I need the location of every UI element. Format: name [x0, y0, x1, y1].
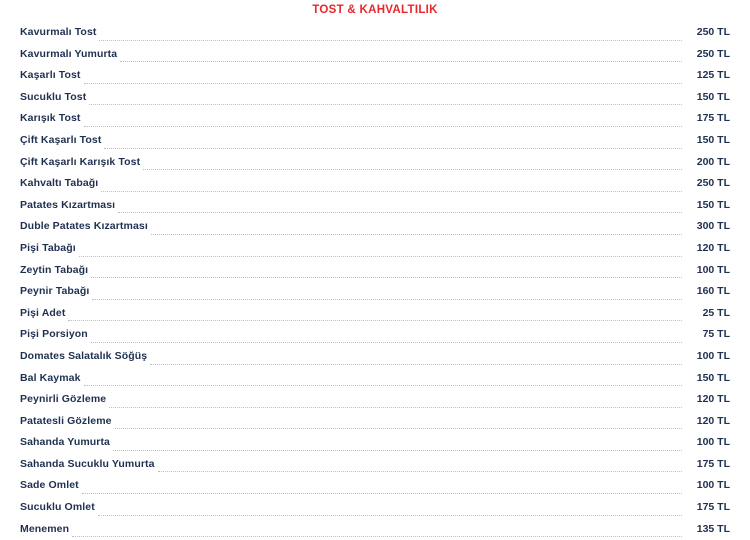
dot-leader: [84, 384, 682, 386]
menu-item-name: Kavurmalı Tost: [20, 26, 97, 38]
dot-leader: [113, 449, 682, 451]
menu-item-name: Karışık Tost: [20, 112, 81, 125]
menu-item-row: [20, 389, 730, 411]
menu-item-price: 120 TL: [696, 414, 730, 427]
menu-item-price: 25 TL: [702, 306, 730, 319]
menu-item-row: [20, 346, 730, 368]
menu-item-row: [20, 324, 730, 346]
dot-leader: [68, 319, 682, 321]
menu-item-name: Kahvaltı Tabağı: [20, 177, 99, 190]
menu-item-name: Pişi Adet: [20, 306, 66, 319]
dot-leader: [101, 190, 682, 192]
menu-item-price: 100 TL: [696, 349, 730, 362]
menu-item-price: 120 TL: [696, 393, 730, 406]
menu-item-price: 300 TL: [696, 220, 730, 233]
menu-item-row: [20, 238, 730, 260]
menu-item-name: Kavurmalı Yumurta: [20, 47, 118, 60]
dot-leader: [115, 427, 682, 429]
menu-item-price: 175 TL: [696, 112, 730, 125]
menu-item-price: 75 TL: [702, 328, 730, 341]
dot-leader: [99, 39, 682, 41]
menu-item-name: Patates Kızartması: [20, 198, 116, 211]
menu-item-price: 150 TL: [696, 371, 730, 384]
menu-item-name: Peynirli Gözleme: [20, 393, 107, 406]
menu-item-price: 250 TL: [696, 177, 730, 190]
dot-leader: [118, 211, 682, 213]
dot-leader: [158, 470, 682, 472]
dot-leader: [120, 60, 682, 62]
menu-item-name: Sade Omlet: [20, 479, 79, 492]
menu-item-row: [20, 368, 730, 390]
menu-item-name: Çift Kaşarlı Karışık Tost: [20, 155, 141, 168]
dot-leader: [84, 125, 682, 127]
menu-item-price: 150 TL: [696, 90, 730, 103]
menu-item-row: [20, 497, 730, 519]
menu-item-price: 100 TL: [696, 436, 730, 449]
menu-item-row: [20, 44, 730, 66]
menu-item-name: Pişi Tabağı: [20, 241, 76, 254]
dot-leader: [91, 341, 682, 343]
menu-item-row: [20, 303, 730, 325]
dot-leader: [151, 233, 682, 235]
menu-item-row: [20, 65, 730, 87]
menu-item-row: [20, 173, 730, 195]
menu-item-row: [20, 454, 730, 476]
section-title: TOST & KAHVALTILIK: [312, 4, 438, 16]
menu-item-name: Menemen: [20, 522, 70, 535]
menu-item-name: Duble Patates Kızartması: [20, 220, 148, 233]
menu-item-price: 120 TL: [696, 241, 730, 254]
menu-item-row: [20, 519, 730, 540]
menu-item-name: Sucuklu Omlet: [20, 501, 95, 514]
dot-leader: [143, 168, 682, 170]
menu-item-row: [20, 281, 730, 303]
dot-leader: [92, 298, 682, 300]
menu-item-row: [20, 411, 730, 433]
menu-item-name: Kaşarlı Tost: [20, 69, 81, 82]
menu-item-price: 250 TL: [696, 47, 730, 60]
menu-item-price: 100 TL: [696, 263, 730, 276]
menu-item-row: [20, 130, 730, 152]
dot-leader: [98, 514, 682, 516]
menu-item-row: [20, 152, 730, 174]
menu-item-name: Zeytin Tabağı: [20, 263, 89, 276]
menu-item-price: 175 TL: [696, 457, 730, 470]
dot-leader: [109, 406, 682, 408]
menu-item-list: [20, 22, 730, 540]
dot-leader: [82, 492, 682, 494]
menu-item-name: Domates Salatalık Söğüş: [20, 349, 148, 362]
menu-item-price: 135 TL: [696, 522, 730, 535]
menu-item-price: 175 TL: [696, 501, 730, 514]
menu-page: [0, 4, 750, 536]
dot-leader: [104, 147, 682, 149]
menu-item-name: Çift Kaşarlı Tost: [20, 133, 102, 146]
dot-leader: [150, 363, 682, 365]
menu-item-price: 150 TL: [696, 133, 730, 146]
menu-item-name: Peynir Tabağı: [20, 285, 90, 298]
dot-leader: [84, 82, 682, 84]
menu-item-name: Pişi Porsiyon: [20, 328, 88, 341]
menu-item-price: 150 TL: [696, 198, 730, 211]
menu-item-row: [20, 260, 730, 282]
menu-item-price: 200 TL: [696, 155, 730, 168]
dot-leader: [72, 535, 682, 537]
menu-item-row: [20, 432, 730, 454]
dot-leader: [79, 255, 682, 257]
menu-item-name: Sahanda Yumurta: [20, 436, 111, 449]
menu-item-name: Sahanda Sucuklu Yumurta: [20, 457, 155, 470]
menu-item-name: Patatesli Gözleme: [20, 414, 112, 427]
dot-leader: [89, 103, 682, 105]
menu-item-price: 125 TL: [696, 69, 730, 82]
menu-item-row: [20, 22, 730, 44]
menu-item-price: 250 TL: [696, 26, 730, 38]
menu-item-row: [20, 195, 730, 217]
menu-item-price: 160 TL: [696, 285, 730, 298]
menu-item-name: Sucuklu Tost: [20, 90, 87, 103]
menu-item-row: [20, 216, 730, 238]
menu-item-row: [20, 87, 730, 109]
menu-item-row: [20, 108, 730, 130]
dot-leader: [91, 276, 682, 278]
menu-item-price: 100 TL: [696, 479, 730, 492]
menu-item-row: [20, 475, 730, 497]
menu-item-name: Bal Kaymak: [20, 371, 81, 384]
